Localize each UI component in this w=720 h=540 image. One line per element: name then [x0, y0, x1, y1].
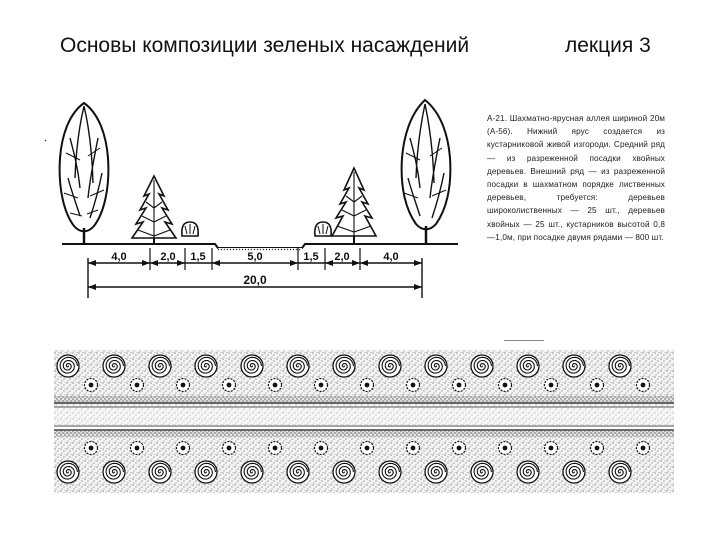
upper-tree-symbol	[471, 355, 493, 377]
upper-conifer-symbol	[453, 379, 466, 392]
upper-conifer-symbol	[361, 379, 374, 392]
upper-tree-symbol	[287, 355, 309, 377]
lower-conifer-symbol	[315, 442, 328, 455]
lower-conifer-symbol	[85, 442, 98, 455]
upper-conifer-symbol	[315, 379, 328, 392]
upper-tree-symbol	[609, 355, 631, 377]
dim-label-6: 2,0	[334, 251, 350, 263]
lower-tree-symbol	[609, 461, 631, 483]
upper-conifer-symbol	[591, 379, 604, 392]
upper-conifer-symbol	[499, 379, 512, 392]
lower-conifer-symbol	[223, 442, 236, 455]
upper-conifer-symbol	[407, 379, 420, 392]
upper-conifer-symbol	[269, 379, 282, 392]
slide-title: Основы композиции зеленых насаждений	[60, 34, 470, 57]
lower-conifer-symbol	[131, 442, 144, 455]
upper-conifer-symbol	[545, 379, 558, 392]
upper-tree-symbol	[103, 355, 125, 377]
dim-total-label: 20,0	[243, 273, 267, 287]
upper-conifer-symbol	[637, 379, 650, 392]
upper-tree-symbol	[195, 355, 217, 377]
upper-hedge-strip	[54, 396, 674, 402]
lower-conifer-symbol	[269, 442, 282, 455]
lower-tree-symbol	[57, 461, 79, 483]
lower-tree-symbol	[471, 461, 493, 483]
central-path	[54, 408, 674, 425]
right-conifer-tree	[332, 168, 376, 244]
left-conifer-tree	[132, 176, 176, 244]
figure-caption: А-21. Шахматно-ярусная аллея шириной 20м (А-56). Нижний ярус создается из кустарниковой живой изгороди. Средний ряд — из разреженной посадки хвойных деревьев. Внешний ряд — из разреженной посадки в шахматном порядке лиственных деревьев, требуется: деревьев широколиственных — 25 шт., деревьев хвойных — 25 шт., кустарников высотой 0,8—1,0м, при посадке двумя рядами — 800 шт.	[487, 114, 665, 242]
upper-conifer-symbol	[223, 379, 236, 392]
lower-conifer-symbol	[591, 442, 604, 455]
left-deciduous-tree	[60, 103, 109, 243]
upper-tree-symbol	[379, 355, 401, 377]
lower-tree-symbol	[287, 461, 309, 483]
right-deciduous-tree	[402, 100, 451, 243]
right-shrub	[315, 222, 331, 236]
lower-conifer-symbol	[453, 442, 466, 455]
upper-tree-symbol	[517, 355, 539, 377]
lower-conifer-symbol	[499, 442, 512, 455]
upper-conifer-symbol	[131, 379, 144, 392]
lower-tree-symbol	[563, 461, 585, 483]
alley-cross-section-figure	[40, 98, 480, 298]
lower-conifer-symbol	[545, 442, 558, 455]
lower-tree-symbol	[333, 461, 355, 483]
dim-label-7: 4,0	[383, 251, 399, 263]
lecture-label: лекция 3	[565, 34, 651, 57]
upper-tree-symbol	[149, 355, 171, 377]
upper-conifer-symbol	[177, 379, 190, 392]
lower-tree-symbol	[517, 461, 539, 483]
lower-tree-symbol	[241, 461, 263, 483]
lower-hedge-strip	[54, 431, 674, 437]
dim-label-5: 1,5	[303, 251, 319, 263]
dim-label-1: 4,0	[111, 251, 127, 263]
alley-plan-figure	[54, 340, 674, 495]
upper-tree-symbol	[425, 355, 447, 377]
lower-conifer-symbol	[637, 442, 650, 455]
lower-conifer-symbol	[407, 442, 420, 455]
dim-label-3: 1,5	[190, 251, 206, 263]
lower-conifer-symbol	[361, 442, 374, 455]
upper-tree-symbol	[241, 355, 263, 377]
lower-tree-symbol	[379, 461, 401, 483]
plan-drawing	[54, 340, 674, 495]
dim-label-2: 2,0	[160, 251, 176, 263]
upper-tree-symbol	[563, 355, 585, 377]
dim-label-4: 5,0	[247, 251, 263, 263]
left-shrub	[182, 222, 198, 236]
upper-tree-symbol	[333, 355, 355, 377]
lower-tree-symbol	[149, 461, 171, 483]
cross-section-drawing	[40, 98, 480, 298]
lower-tree-symbol	[425, 461, 447, 483]
upper-conifer-symbol	[85, 379, 98, 392]
lower-tree-symbol	[103, 461, 125, 483]
lower-tree-symbol	[195, 461, 217, 483]
lower-conifer-symbol	[177, 442, 190, 455]
upper-tree-symbol	[57, 355, 79, 377]
dimension-line	[88, 248, 422, 298]
